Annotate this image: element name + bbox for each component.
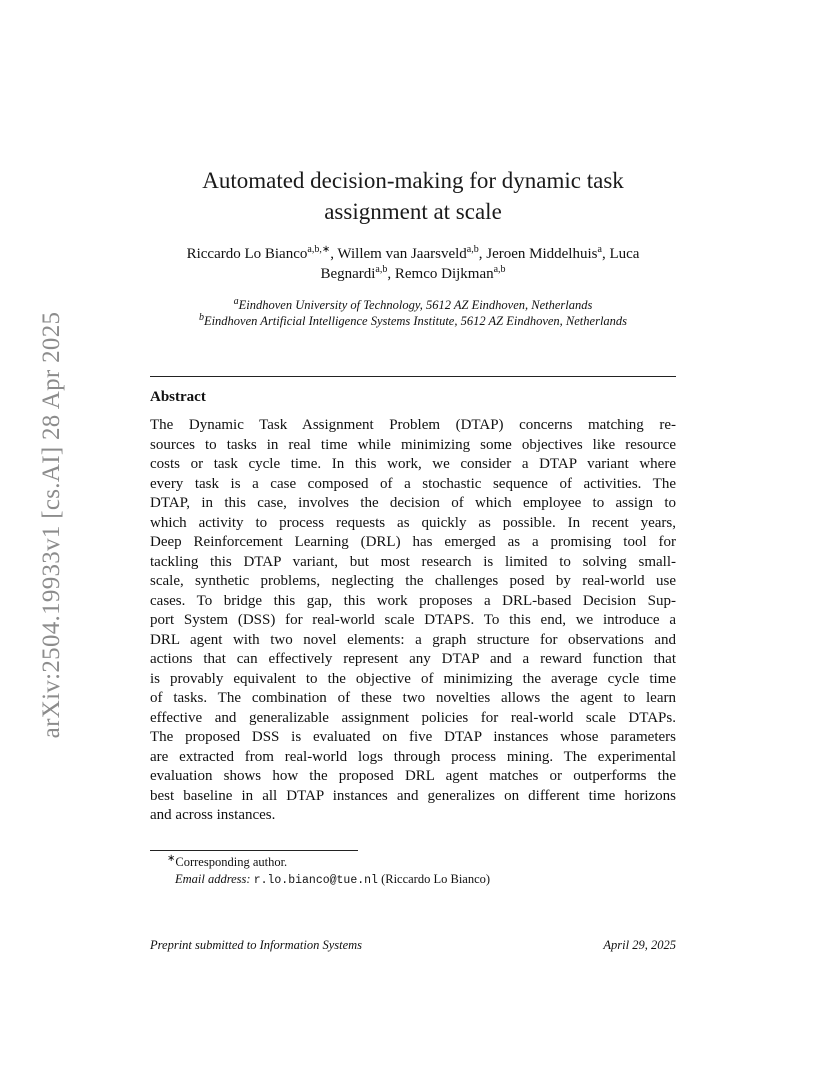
affiliation-text: Eindhoven University of Technology, 5612 AZ Eindhoven, Netherlands [238,298,593,312]
abstract-line: port System (DSS) for real-world scale DTAPS. To this end, we introduce a [150,612,676,628]
abstract-top-rule [150,376,676,377]
abstract-line: scale, synthetic problems, neglecting the challenges posed by real-world use [150,573,676,589]
abstract-line: every task is a case composed of a stochastic sequence of activities. The [150,475,676,492]
abstract-line: DRL agent with two novel elements: a graph structure for observations and [150,631,676,648]
author-affil-mark: a,b [466,244,479,255]
abstract-line: are extracted from real-world logs through process mining. The experimental [150,748,676,765]
author-name: , Willem van Jaarsveld [330,246,467,262]
affiliation-mark: b [198,311,204,323]
author-affil-mark: a,b [375,264,388,275]
abstract-line: effective and generalizable assignment policies for real-world scale DTAPs. [150,709,676,726]
preprint-date: April 29, 2025 [603,938,676,952]
paper-title [150,165,676,227]
footnote-corresponding [150,854,676,871]
author-affil-mark: a [597,244,602,255]
abstract-line: The Dynamic Task Assignment Problem (DTAP) concerns matching re- [150,417,676,433]
footnote-mark: ∗ [167,852,176,864]
email-owner: (Riccardo Lo Bianco) [381,872,491,886]
affiliations [150,297,676,329]
abstract-line: of tasks. The combination of these two novelties allows the agent to learn [150,690,676,706]
affiliation-mark: a [233,295,239,307]
abstract-line: cases. To bridge this gap, this work proposes a DRL-based Decision Sup- [150,592,676,609]
abstract-body [150,416,676,826]
abstract-heading: Abstract [150,389,206,405]
footnote-text: Corresponding author. [175,855,288,869]
email-label: Email address: [175,872,251,886]
author-name: Riccardo Lo Bianco [186,246,308,262]
footnote-rule [150,850,358,851]
abstract-line: tackling this DTAP variant, but most research is limited to solving small- [150,553,676,570]
author-list [150,244,676,284]
abstract-line: and across instances. [150,807,276,823]
affiliation-b [150,313,676,329]
author-line-1 [150,244,676,264]
affiliation-a [150,297,676,313]
abstract-line: which activity to process requests as quickly as possible. In recent years, [150,514,676,531]
abstract-line: Deep Reinforcement Learning (DRL) has emerged as a promising tool for [150,534,676,550]
affiliation-text: Eindhoven Artificial Intelligence Systems Institute, 5612 AZ Eindhoven, Netherlands [203,314,628,328]
email-address-link[interactable]: r.lo.bianco@tue.nl [253,874,378,887]
abstract-line: best baseline in all DTAP instances and generalizes on different time horizons [150,787,676,804]
preprint-notice: Preprint submitted to Information Systems [150,938,363,952]
author-name: , Jeroen Middelhuis [478,246,598,262]
footnote-email [150,871,676,889]
title-line-1: Automated decision-making for dynamic task [202,168,624,193]
arxiv-identifier-text: arXiv:2504.19933v1 [cs.AI] 28 Apr 2025 [38,311,65,739]
author-affil-mark: a,b [493,264,506,275]
abstract-line: is provably equivalent to the objective of minimizing the average cycle time [150,670,676,687]
author-name: Begnardi [320,266,376,282]
title-line-2: assignment at scale [324,199,502,224]
author-line-2 [150,264,676,284]
footnotes [150,854,676,889]
author-affil-mark: a,b,∗ [307,244,331,255]
abstract-line: costs or task cycle time. In this work, we consider a DTAP variant where [150,456,676,472]
abstract-line: The proposed DSS is evaluated on five DTAP instances whose parameters [150,729,676,745]
abstract-line: DTAP, in this case, involves the decision of which employee to assign to [150,495,676,511]
abstract-line: evaluation shows how the proposed DRL agent matches or outperforms the [150,768,676,784]
author-name: , Remco Dijkman [387,266,494,282]
author-name: , Luca [601,246,640,262]
abstract-line: actions that can effectively represent any DTAP and a reward function that [150,651,676,667]
abstract-line: sources to tasks in real time while minimizing some objectives like resource [150,436,676,453]
